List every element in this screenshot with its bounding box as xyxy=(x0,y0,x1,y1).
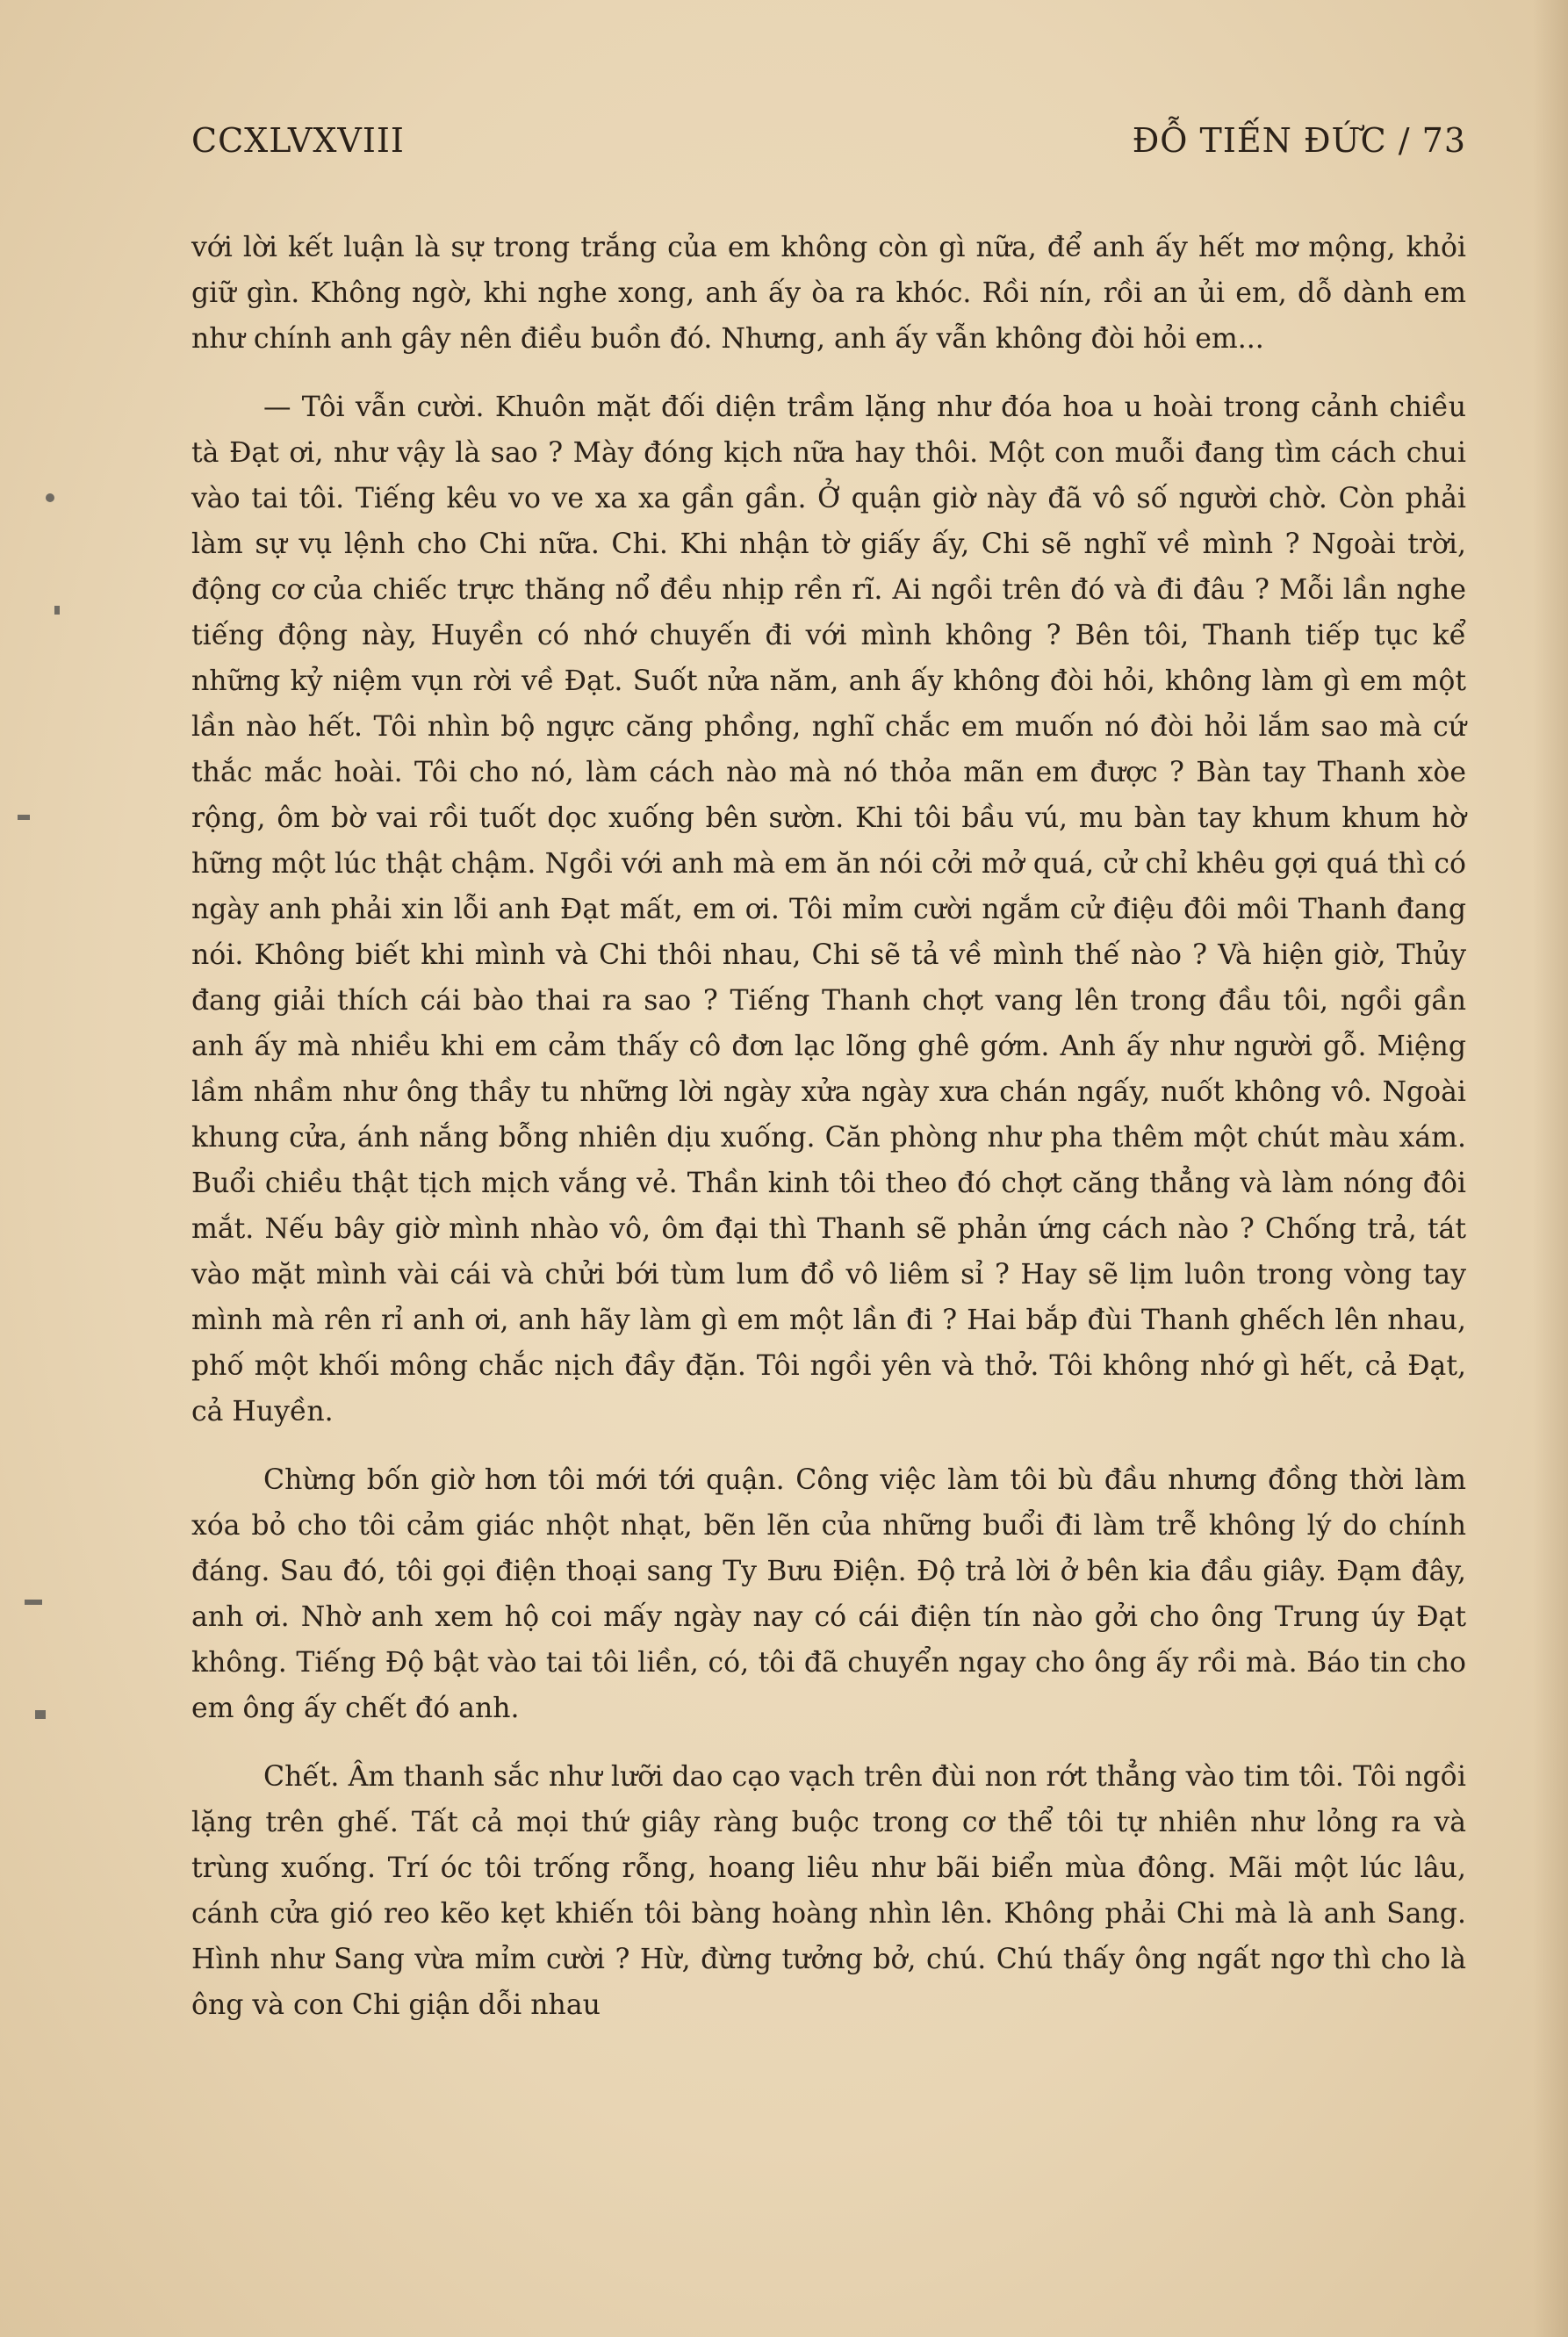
margin-speck xyxy=(54,606,60,615)
margin-speck xyxy=(18,815,30,820)
margin-speck xyxy=(25,1600,42,1605)
paragraph-4: Chết. Âm thanh sắc như lưỡi dao cạo vạch trên đùi non rớt thẳng vào tim tôi. Tôi ngồi lặng trên ghế. Tất cả mọi thứ giây ràng buộc trong cơ thể tôi tự nhiên như lỏng ra và trùng xuống. Trí óc tôi trống rỗng, hoang liêu như bãi biển mùa đông. Mãi một lúc lâu, cánh cửa gió reo kẽo kẹt khiến tôi bàng hoàng nhìn lên. Không phải Chi mà là anh Sang. Hình như Sang vừa mỉm cười ? Hừ, đừng tưởng bở, chú. Chú thấy ông ngất ngơ thì cho là ông và con Chi giận dỗi nhau xyxy=(191,1761,1466,2021)
paragraph-2: — Tôi vẫn cười. Khuôn mặt đối diện trầm lặng như đóa hoa u hoài trong cảnh chiều tà Đạt ơi, như vậy là sao ? Mày đóng kịch nữa hay thôi. Một con muỗi đang tìm cách chui vào tai tôi. Tiếng kêu vo ve xa xa gần gần. Ở quận giờ này đã vô số người chờ. Còn phải làm sự vụ lệnh cho Chi nữa. Chi. Khi nhận tờ giấy ấy, Chi sẽ nghĩ về mình ? Ngoài trời, động cơ của chiếc trực thăng nổ đều nhịp rền rĩ. Ai ngồi trên đó và đi đâu ? Mỗi lần nghe tiếng động này, Huyền có nhớ chuyến đi với mình không ? Bên tôi, Thanh tiếp tục kể những kỷ niệm vụn rời về Đạt. Suốt nửa năm, anh ấy không đòi hỏi, không làm gì em một lần nào hết. Tôi nhìn bộ ngực căng phồng, nghĩ chắc em muốn nó đòi hỏi lắm sao mà cứ thắc mắc hoài. Tôi cho nó, làm cách nào mà nó thỏa mãn em được ? Bàn tay Thanh xòe rộng, ôm bờ vai rồi tuốt dọc xuống bên sườn. Khi tôi bầu vú, mu bàn tay khum khum hờ hững một lúc thật chậm. Ngồi với anh mà em ăn nói cởi mở quá, cử chỉ khêu gợi quá thì có ngày anh phải xin lỗi anh Đạt mất, em ơi. Tôi mỉm cười ngắm cử điệu đôi môi Thanh đang nói. Không biết khi mình và Chi thôi nhau, Chi sẽ tả về mình thế nào ? Và hiện giờ, Thủy đang giải thích cái bào thai ra sao ? Tiếng Thanh chợt vang lên trong đầu tôi, ngồi gần anh ấy mà nhiều khi em cảm thấy cô đơn lạc lõng ghê gớm. Anh ấy như người gỗ. Miệng lầm nhầm như ông thầy tu những lời ngày xửa ngày xưa chán ngấy, nuốt không vô. Ngoài khung cửa, ánh nắng bỗng nhiên dịu xuống. Căn phòng như pha thêm một chút màu xám. Buổi chiều thật tịch mịch vắng vẻ. Thần kinh tôi theo đó chợt căng thẳng và làm nóng đôi mắt. Nếu bây giờ mình nhào vô, ôm đại thì Thanh sẽ phản ứng cách nào ? Chống trả, tát vào mặt mình vài cái và chửi bới tùm lum đồ vô liêm sỉ ? Hay sẽ lịm luôn trong vòng tay mình mà rên rỉ anh ơi, anh hãy làm gì em một lần đi ? Hai bắp đùi Thanh ghếch lên nhau, phố một khối mông chắc nịch đầy đặn. Tôi ngồi yên và thở. Tôi không nhớ gì hết, cả Đạt, cả Huyền. xyxy=(191,392,1466,1427)
page-body xyxy=(191,225,1466,2028)
margin-speck xyxy=(46,493,54,502)
paragraph-1: với lời kết luận là sự trong trắng của em không còn gì nữa, để anh ấy hết mơ mộng, khỏi giữ gìn. Không ngờ, khi nghe xong, anh ấy òa ra khóc. Rồi nín, rồi an ủi em, dỗ dành em như chính anh gây nên điều buồn đó. Nhưng, anh ấy vẫn không đòi hỏi em... xyxy=(191,232,1466,355)
page-edge-shadow xyxy=(1533,0,1568,2337)
chapter-number: CCXLVXVIII xyxy=(191,121,405,160)
margin-speck xyxy=(35,1710,46,1719)
running-header xyxy=(191,121,1466,167)
author-page-number: ĐỖ TIẾN ĐỨC / 73 xyxy=(1132,121,1466,160)
paragraph-3: Chừng bốn giờ hơn tôi mới tới quận. Công việc làm tôi bù đầu nhưng đồng thời làm xóa bỏ cho tôi cảm giác nhột nhạt, bẽn lẽn của những buổi đi làm trễ không lý do chính đáng. Sau đó, tôi gọi điện thoại sang Ty Bưu Điện. Độ trả lời ở bên kia đầu giây. Đạm đây, anh ơi. Nhờ anh xem hộ coi mấy ngày nay có cái điện tín nào gởi cho ông Trung úy Đạt không. Tiếng Độ bật vào tai tôi liền, có, tôi đã chuyển ngay cho ông ấy rồi mà. Báo tin cho em ông ấy chết đó anh. xyxy=(191,1464,1466,1724)
